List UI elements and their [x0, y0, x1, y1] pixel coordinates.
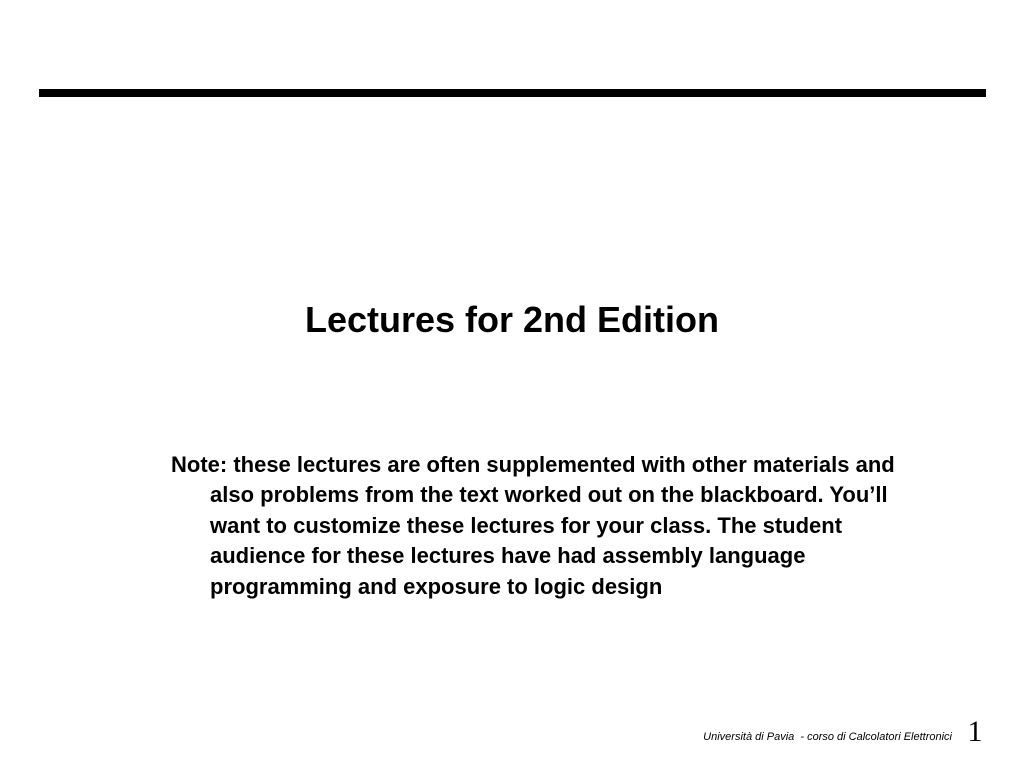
header-rule — [39, 89, 986, 97]
slide-note: Note: these lectures are often supplemented with other materials and also problems from the text worked out on the blackboard. You’ll want to customize these lectures for your class. The student audience for these lectures have had assembly language programming and exposure to logic design — [171, 452, 895, 599]
page-number: 1 — [967, 715, 983, 748]
slide-title: Lectures for 2nd Edition — [304, 299, 720, 340]
slide-footer: Università di Pavia - corso di Calcolatori Elettronici — [703, 731, 952, 743]
